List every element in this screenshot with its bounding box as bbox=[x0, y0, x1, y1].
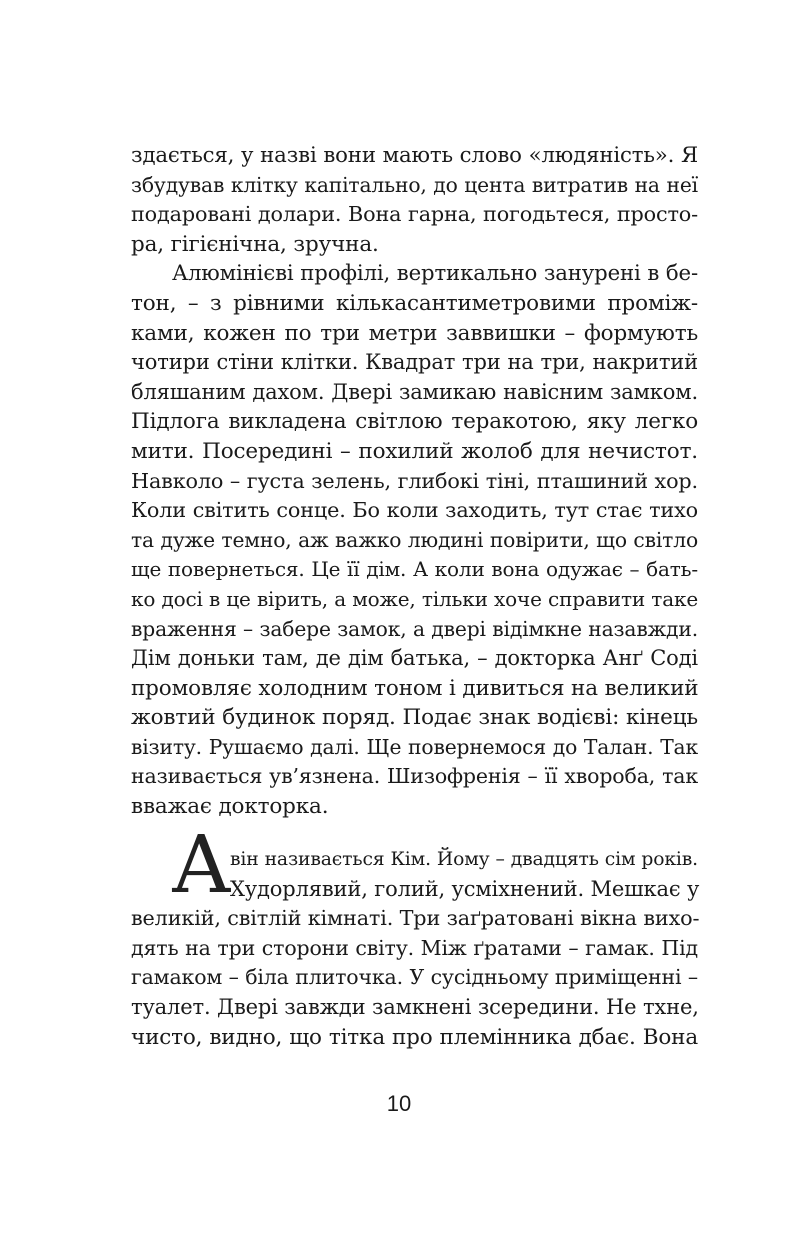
text-line: подаровані долари. Вона гарна, погодьтеся, просто- bbox=[131, 202, 698, 227]
text-line: чотири стіни клітки. Квадрат три на три, накритий bbox=[131, 350, 698, 375]
page-number: 10 bbox=[386, 1091, 412, 1116]
text-line: туалет. Двері завжди замкнені зсередини. Не тхне, bbox=[131, 994, 699, 1019]
text-line: жовтий будинок поряд. Подає знак водієві: кінець bbox=[131, 705, 698, 731]
text-line: називається ув’язнена. Шизофренія – її хвороба, так bbox=[131, 764, 698, 789]
text-line: збудував клітку капітально, до цента витратив на неї bbox=[131, 172, 698, 197]
text-line: Дім доньки там, де дім батька, – докторка Анґ Соді bbox=[131, 646, 698, 671]
text-line: ра, гігієнічна, зручна. bbox=[131, 231, 379, 257]
text-line: мити. Посередині – похилий жолоб для нечистот. bbox=[131, 438, 698, 464]
text-line: враження – забере замок, а двері відімкне назавжди. bbox=[131, 616, 698, 641]
text-line: дять на три сторони світу. Між ґратами – гамак. Під bbox=[131, 935, 698, 960]
text-line: він називається Кім. Йому – двадцять сім років. bbox=[230, 849, 698, 870]
text-line: Навколо – густа зелень, глибокі тіні, пташиний хор. bbox=[131, 468, 698, 493]
text-line: бляшаним дахом. Двері замикаю навісним замком. bbox=[131, 379, 698, 404]
text-line: ко досі в це вірить, а може, тільки хоче справити таке bbox=[131, 586, 698, 611]
section-one-text bbox=[131, 141, 698, 822]
text-line: гамаком – біла плиточка. У сусідньому приміщенні – bbox=[131, 965, 698, 990]
text-line: візиту. Рушаємо далі. Ще повернемося до Талан. Так bbox=[131, 734, 698, 759]
text-line: вважає докторка. bbox=[131, 794, 329, 820]
text-line: здається, у назві вони мають слово «людяність». Я bbox=[131, 143, 698, 168]
text-line: Коли світить сонце. Бо коли заходить, тут стає тихо bbox=[131, 498, 698, 523]
text-line: чисто, видно, що тітка про племінника дбає. Вона bbox=[131, 1024, 698, 1050]
text-line: Алюмінієві профілі, вертикально занурені в бе- bbox=[172, 261, 698, 287]
text-line: тон, – з рівними кількасантиметровими проміж- bbox=[131, 290, 698, 316]
text-line: великій, світлій кімнаті. Три заґратовані вікна вихо- bbox=[131, 906, 700, 931]
text-line: промовляє холодним тоном і дивиться на великий bbox=[131, 675, 699, 701]
text-line: ками, кожен по три метри заввишки – формують bbox=[131, 320, 698, 346]
text-line: ще повернеться. Це її дім. А коли вона одужає – бать- bbox=[131, 557, 698, 582]
text-line: та дуже темно, аж важко людині повірити, що світло bbox=[131, 527, 698, 552]
text-line: Худорлявий, голий, усміхнений. Мешкає у bbox=[230, 876, 700, 901]
drop-cap: А bbox=[171, 818, 232, 911]
section-two-lines bbox=[131, 845, 698, 1052]
text-line: Підлога викладена світлою теракотою, яку легко bbox=[131, 409, 698, 435]
